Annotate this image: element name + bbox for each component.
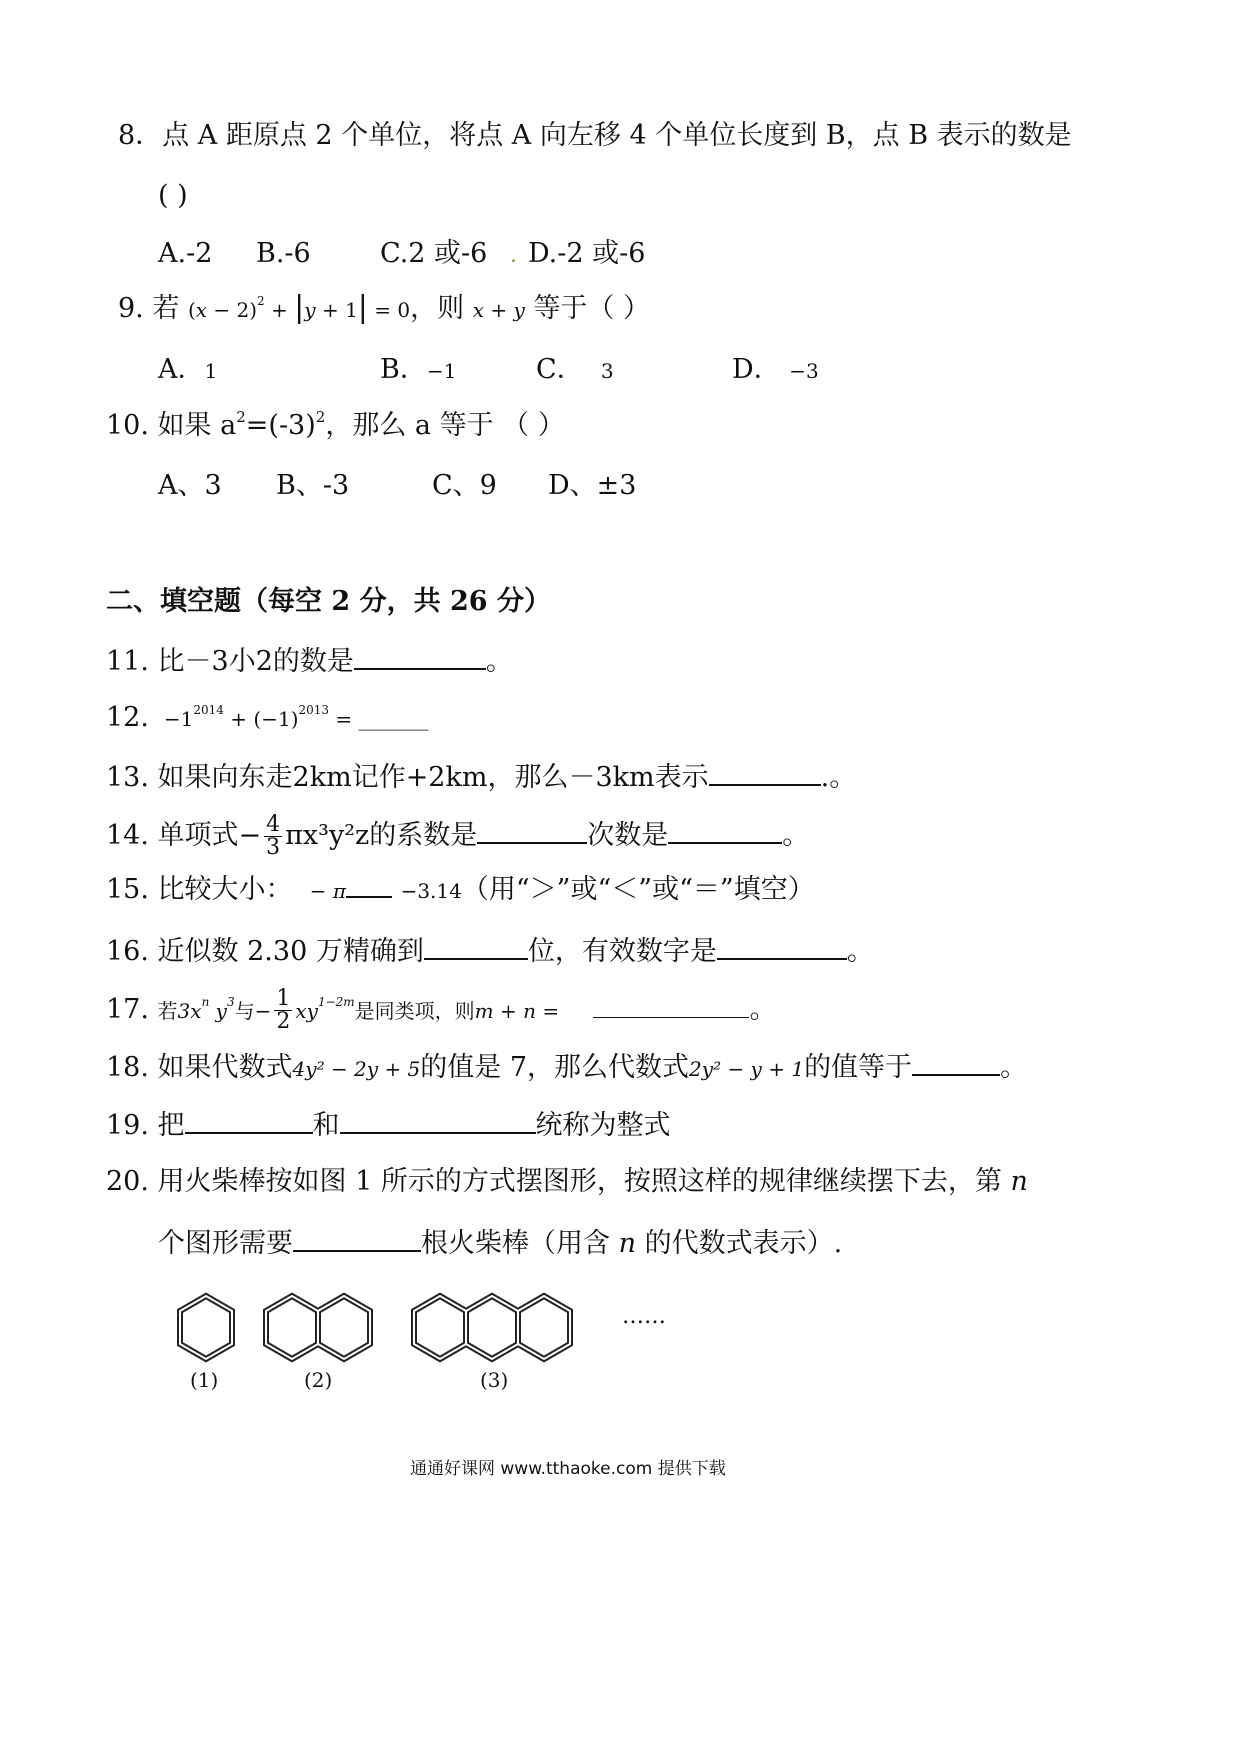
answer-blank-degree [668, 816, 782, 844]
question-18: 18. 如果代数式4y² − 2y + 5的值是 7，那么代数式2y² − y + 1的值等于 。 [106, 1048, 1027, 1087]
question-text: 比较大小： [157, 874, 293, 905]
question-text: =(-3) [245, 410, 316, 441]
question-8 [118, 118, 1072, 154]
figure-ellipsis: …… [622, 1304, 666, 1329]
question-number: 10. [106, 410, 149, 441]
expression-1: 4y² − 2y + 5 [292, 1057, 421, 1081]
question-text: 把 [157, 1110, 185, 1141]
question-20: 20. 用火柴棒按如图 1 所示的方式摆图形，按照这样的规律继续摆下去，第 n [106, 1166, 1028, 1197]
q10-options [158, 468, 636, 504]
figure-label-3: (3) [480, 1368, 509, 1392]
option-b: B.-6 [256, 238, 311, 269]
hexagon-figure-3 [414, 1296, 570, 1359]
figure-label-1: (1) [190, 1368, 219, 1392]
question-number: 20. [106, 1166, 149, 1197]
question-text: 点 A 距原点 2 个单位，将点 A 向左移 4 个单位长度到 B，点 B 表示的数是 [162, 120, 1072, 151]
section-title: 二、填空题（每空 2 分，共 26 分） [106, 586, 551, 617]
answer-blank-2 [340, 1106, 536, 1134]
question-number: 8． [118, 120, 163, 151]
expression: x + y [472, 298, 525, 322]
question-text: 近似数 2.30 万精确到 [157, 936, 424, 967]
question-number: 13. [106, 762, 149, 793]
question-9 [118, 290, 650, 328]
question-text: 如果向东走2km记作+2km，那么－3km表示 [157, 762, 709, 793]
question-number: 12. [106, 702, 149, 733]
question-text: ，那么 a 等于 （ ） [325, 410, 565, 441]
option-b: B、-3 [276, 470, 350, 501]
answer-blank-1 [185, 1106, 313, 1134]
question-number: 14. [106, 820, 149, 851]
option-d-value: −3 [789, 359, 819, 383]
option-a-value: 1 [204, 359, 218, 383]
option-d-letter: D． [732, 354, 781, 385]
question-text: 比－3小2的数是 [157, 646, 354, 677]
option-b-letter: B． [380, 354, 427, 385]
page-footer: 通通好课网 www.tthaoke.com 提供下载 [410, 1459, 726, 1479]
figure-label-2: (2) [304, 1368, 333, 1392]
option-c-letter: C． [536, 354, 584, 385]
question-number: 18. [106, 1052, 149, 1083]
question-19: 19. 把 和 统称为整式 [106, 1106, 671, 1144]
question-number: 9. [118, 293, 144, 324]
answer-blank [709, 758, 821, 786]
question-text: ，则 [410, 293, 465, 324]
option-d: D、±3 [548, 470, 637, 501]
question-text: 用火柴棒按如图 1 所示的方式摆图形，按照这样的规律继续摆下去，第 [157, 1166, 1002, 1197]
question-number: 19. [106, 1110, 149, 1141]
answer-blank-digits [717, 932, 847, 960]
option-a: A.-2 [158, 238, 213, 269]
option-a: A、3 [158, 470, 222, 501]
fraction: $\frac{1}{2}$ [276, 986, 291, 1034]
question-11: 11. 比－3小2的数是 。 [106, 642, 513, 680]
question-16: 16. 近似数 2.30 万精确到 位，有效数字是 。 [106, 932, 874, 970]
question-10: 10. 如果 $a^2=(-3)^2$，那么 a 等于 （ ） [106, 408, 565, 441]
answer-blank [346, 870, 392, 898]
q9-options [158, 352, 819, 389]
question-text: 单项式 [157, 820, 239, 851]
option-c: C、9 [432, 470, 497, 501]
question-13: 13. 如果向东走2km记作+2km，那么－3km表示 .。 [106, 758, 856, 796]
question-20-line-2: 个图形需要 根火柴棒（用含 n 的代数式表示）. [158, 1224, 842, 1262]
question-text: 如果代数式 [157, 1052, 293, 1083]
fraction: $\frac{4}{3}$ [266, 812, 281, 860]
question-text: 如果 a [157, 410, 237, 441]
answer-blank [593, 993, 749, 1018]
question-15: 15. 比较大小： − π −3.14（用“＞”或“＜”或“＝”填空） [106, 870, 815, 909]
stray-mark: . [510, 243, 517, 268]
answer-blank-coefficient [477, 816, 587, 844]
question-text: 等于（ ） [533, 293, 650, 324]
term-1: $3x^n$ $y^3$ [177, 995, 235, 1023]
question-number: 15. [106, 874, 149, 905]
answer-blank: _______ [358, 707, 429, 731]
q8-options [158, 236, 645, 274]
expression: $-1^{2014} + (-1)^{2013}$ = _______ [157, 703, 429, 731]
option-d: D.-2 或-6 [528, 238, 646, 269]
answer-blank-place [424, 932, 528, 960]
matchstick-figure [160, 1284, 700, 1404]
option-c-value: 3 [600, 359, 614, 383]
question-text: 若 [152, 293, 180, 324]
question-17: 17. 若$3x^n$ $y^3$与− $\frac{1}{2}$ $xy^{1-2m}$是同类项，则m + n = 。 [106, 986, 777, 1034]
question-text: （用“＞”或“＜”或“＝”填空） [461, 874, 815, 905]
answer-blank [912, 1048, 1000, 1076]
question-number: 16. [106, 936, 149, 967]
answer-paren: ( ) [158, 180, 188, 211]
option-c: C.2 或-6 [380, 238, 488, 269]
equation: $(x - 2)^2 + |y + 1| = 0$ [187, 290, 411, 325]
question-12 [106, 700, 429, 737]
option-a-letter: A． [158, 354, 205, 385]
question-number: 17. [106, 994, 149, 1025]
term-text: πx³y²z的系数是 [285, 820, 478, 851]
question-14: 14. 单项式− $\frac{4}{3}$ πx³y²z的系数是 次数是 。 [106, 812, 810, 860]
answer-blank [293, 1224, 421, 1252]
expression-2: 2y² − y + 1 [689, 1057, 805, 1081]
option-b-value: −1 [426, 359, 457, 383]
question-number: 11. [106, 646, 149, 677]
answer-blank [354, 642, 486, 670]
term-2: $xy^{1-2m}$ [295, 995, 355, 1023]
